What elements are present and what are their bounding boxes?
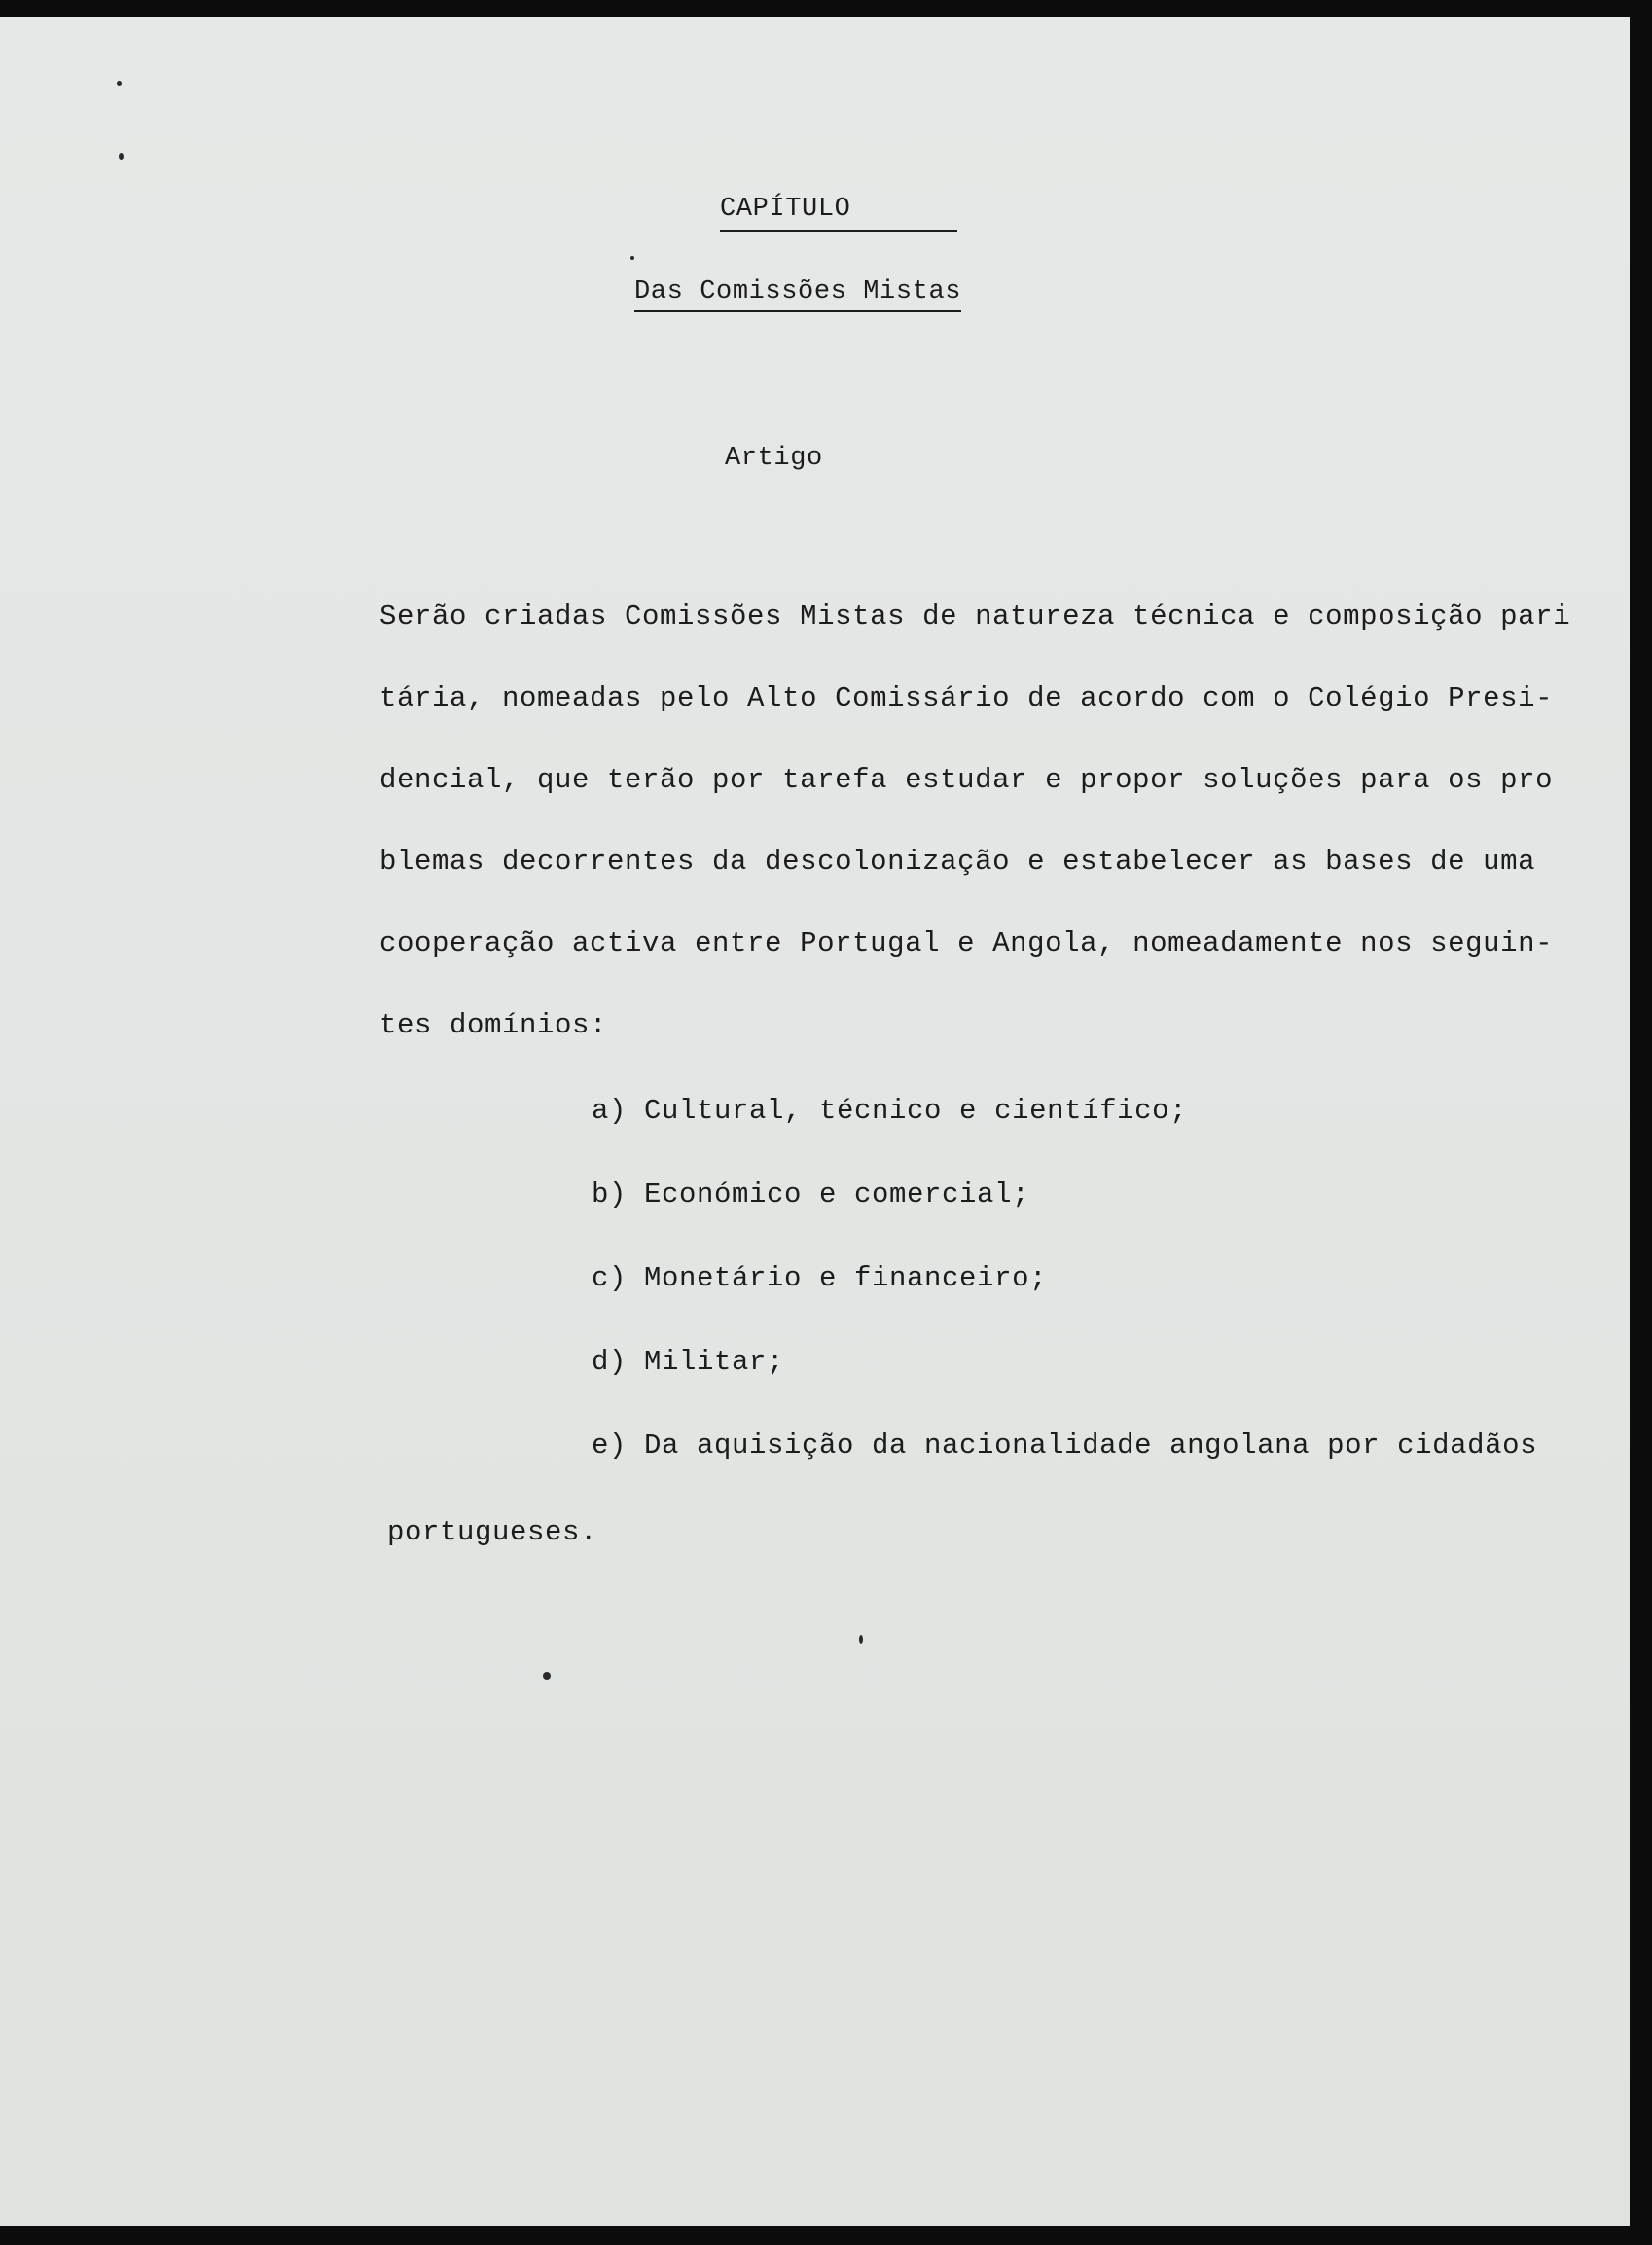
section-title: Das Comissões Mistas <box>634 277 961 312</box>
paper-speck <box>630 256 634 260</box>
paper-speck <box>543 1672 551 1680</box>
document-page <box>0 17 1630 2226</box>
paragraph-line: blemas decorrentes da descolonização e estabelecer as bases de uma <box>379 846 1536 878</box>
paragraph-continuation: portugueses. <box>387 1516 598 1548</box>
paragraph-line: dencial, que terão por tarefa estudar e propor soluções para os pro <box>379 764 1554 796</box>
list-item: c) Monetário e financeiro; <box>592 1262 1048 1294</box>
paragraph-line: tes domínios: <box>379 1009 608 1041</box>
list-item: a) Cultural, técnico e científico; <box>592 1095 1188 1127</box>
list-item: b) Económico e comercial; <box>592 1178 1030 1211</box>
paragraph-line: Serão criadas Comissões Mistas de natureza técnica e composição pari <box>379 600 1571 633</box>
paper-speck <box>119 153 124 160</box>
list-item: e) Da aquisição da nacionalidade angolana por cidadãos <box>592 1430 1538 1462</box>
article-heading: Artigo <box>725 444 823 473</box>
chapter-heading: CAPÍTULO <box>720 195 957 232</box>
paragraph-line: tária, nomeadas pelo Alto Comissário de acordo com o Colégio Presi- <box>379 682 1554 714</box>
list-item: d) Militar; <box>592 1346 785 1378</box>
paragraph-line: cooperação activa entre Portugal e Angola, nomeadamente nos seguin- <box>379 927 1554 960</box>
paper-speck <box>117 81 122 86</box>
paper-speck <box>859 1635 863 1644</box>
